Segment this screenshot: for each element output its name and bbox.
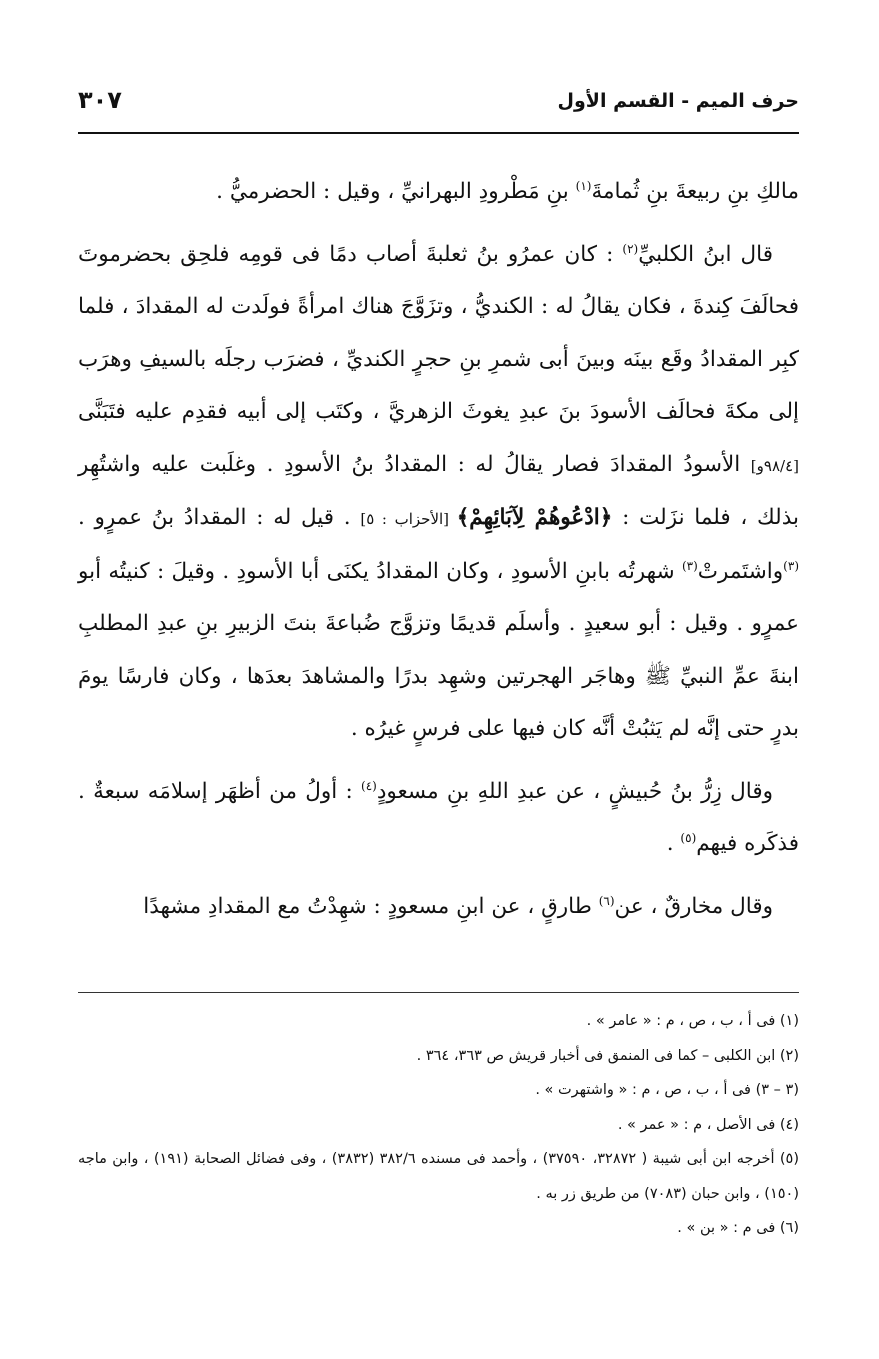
quran-quote: ﴿ادْعُوهُمْ لِآبَائِهِمْ﴾ xyxy=(456,505,613,530)
paragraph-4 xyxy=(78,881,799,934)
text-run: : كان عمرُو بنُ ثعلبةَ أصاب دمًا فى قومِه فلحِق بحضرموتَ فحالَفَ كِندةَ ، فكان يقالُ له : الكنديُّ ، وتزَوَّجَ هناك امرأةً فولَدت له المقدادَ ، فلما كبِر المقدادُ وقَع بينَه وبينَ أبى شمرِ بنِ حجرٍ الكنديِّ ، فضرَب رجلَه بالسيفِ وهرَب إلى مكةَ فحالَف الأسودَ بنَ عبدِ يغوثَ الزهريَّ ، وكتَب إلى أبيه فقدِم عليه فتَبَنَّى xyxy=(78,241,799,424)
footnote-1: (١) فى أ ، ب ، ص ، م : « عامر » . xyxy=(586,1013,799,1029)
paragraph-1 xyxy=(78,166,799,219)
footnote-3: (٣ – ٣) فى أ ، ب ، ص ، م : « واشتهرت » . xyxy=(535,1082,799,1098)
footnote-ref[interactable]: (٦) xyxy=(598,893,615,908)
footnote-ref[interactable]: (٣) xyxy=(681,558,698,573)
footnote-ref[interactable]: (٣) xyxy=(783,558,799,573)
manuscript-folio-ref: [٩٨/٤و] xyxy=(750,456,799,475)
text-run: قال ابنُ الكلبيِّ xyxy=(638,241,773,267)
paragraph-3 xyxy=(78,766,799,871)
footnote-separator xyxy=(78,992,799,993)
footnote-ref[interactable]: (١) xyxy=(575,178,592,193)
text-run: . xyxy=(666,831,681,856)
surah-citation: [الأحزاب : ٥] xyxy=(360,510,457,528)
text-run: : أولُ من أظهَر إسلامَه سبعةٌ . فذكَره فيهم xyxy=(78,778,799,856)
header-rule xyxy=(78,132,799,134)
text-run: طارقٍ ، عن ابنِ مسعودٍ : شهِدْتُ مع المقدادِ مشهدًا xyxy=(143,893,599,919)
page-number: ٣٠٧ xyxy=(78,86,122,114)
paragraph-2 xyxy=(78,229,799,756)
footnote-5: (٥) أخرجه ابن أبى شيبة ( ٣٢٨٧٢، ٣٧٥٩٠) ، وأحمد فى مسنده ٣٨٢/٦ (٣٨٣٢) ، وفى فضائل الصحابة (١٩١) ، وابن ماجه (١٥٠) ، وابن حبان (٧٠٨٣) من طريق زر به . xyxy=(78,1151,799,1202)
main-text xyxy=(78,166,799,933)
text-run: واشتَمرتْ xyxy=(697,558,784,584)
text-run: بنِ مَطْرودِ البهرانيِّ ، وقيل : الحضرميُّ . xyxy=(216,179,576,204)
running-title: حرف الميم - القسم الأول xyxy=(557,90,799,112)
footnote-6: (٦) فى م : « بن » . xyxy=(677,1220,799,1236)
page-header xyxy=(78,86,799,122)
text-run: وقال زِرُّ بنُ حُبيشٍ ، عن عبدِ اللهِ بنِ مسعودٍ xyxy=(376,778,773,804)
text-run: . قيل له : المقدادُ بنُ عمرٍو . xyxy=(78,505,361,530)
footnotes xyxy=(78,1004,799,1246)
footnote-2: (٢) ابن الكلبى – كما فى المنمق فى أخبار قريش ص ٣٦٣، ٣٦٤ . xyxy=(416,1047,799,1064)
footnote-ref[interactable]: (٤) xyxy=(361,778,377,793)
text-run: الأسودُ المقدادَ فصار يقالُ له : المقدادُ بنُ الأسودِ . وغلَبت عليه واشتُهِر بذلك ، فلما نزَلت : xyxy=(78,451,799,530)
text-run: مالكِ بنِ ربيعةَ بنِ ثُمامةَ xyxy=(591,179,799,204)
footnote-ref[interactable]: (٢) xyxy=(622,241,639,256)
footnote-4: (٤) فى الأصل ، م : « عمر » . xyxy=(617,1116,799,1133)
text-run: وقال مخارقٌ ، عن xyxy=(614,893,773,919)
footnote-ref[interactable]: (٥) xyxy=(680,830,697,845)
text-run: شهرتُه بابنِ الأسودِ ، وكان المقدادُ يكنَى أبا الأسودِ . وقيلَ : كنيتُه أبو عمرٍو . وقيل : أبو سعيدٍ . وأسلَم قديمًا وتزوَّج ضُباعةَ بنتَ الزبيرِ بنِ عبدِ المطلبِ ابنةَ عمِّ النبيِّ ﷺ وهاجَر الهجرتين وشهِد بدرًا والمشاهدَ بعدَها ، وكان فارسًا يومَ بدرٍ حتى إنَّه لم يَثبُتْ أنَّه كان فيها على فرسٍ غيرُه . xyxy=(78,558,799,741)
